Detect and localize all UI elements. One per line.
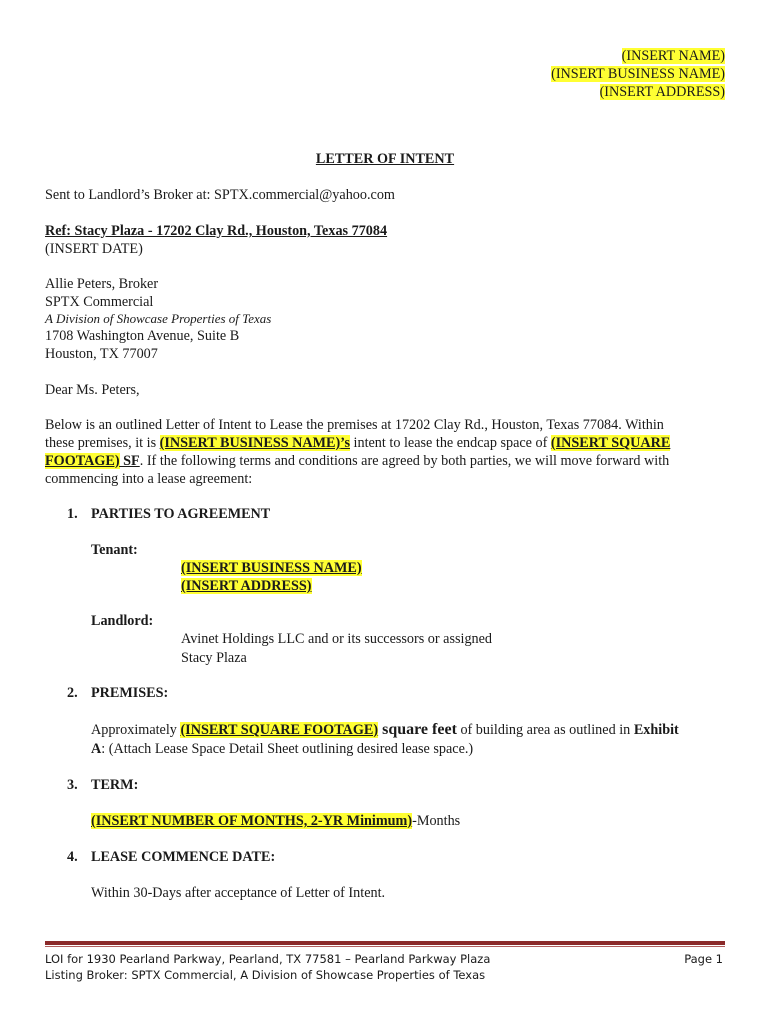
- footer-rule-thin: [45, 946, 725, 947]
- premises-line-2: A: (Attach Lease Space Detail Sheet outlining desired lease space.): [91, 741, 474, 757]
- section-1-heading: PARTIES TO AGREEMENT: [91, 506, 271, 522]
- section-3-number: 3.: [67, 777, 78, 793]
- sender-business-name: (INSERT BUSINESS NAME): [551, 66, 725, 82]
- landlord-name: Avinet Holdings LLC and or its successors or assigned: [181, 631, 493, 647]
- section-2-number: 2.: [67, 685, 78, 701]
- commence-line: Within 30-Days after acceptance of Letter of Intent.: [91, 885, 386, 901]
- footer-rule: [45, 941, 725, 945]
- section-4-number: 4.: [67, 849, 78, 865]
- term-line: (INSERT NUMBER OF MONTHS, 2-YR Minimum)-Months: [91, 813, 461, 829]
- section-1-number: 1.: [67, 506, 78, 522]
- tenant-label: Tenant:: [91, 542, 138, 558]
- sender-name: (INSERT NAME): [621, 48, 725, 64]
- sender-address: (INSERT ADDRESS): [599, 84, 725, 100]
- footer-page-number: Page 1: [684, 952, 723, 966]
- recipient-division: A Division of Showcase Properties of Texas: [45, 311, 272, 326]
- letter-date: (INSERT DATE): [45, 241, 143, 257]
- premises-line-1: Approximately (INSERT SQUARE FOOTAGE) square feet of building area as outlined in Exhibit: [91, 721, 679, 738]
- tenant-address: (INSERT ADDRESS): [181, 578, 312, 594]
- section-3-heading: TERM:: [91, 777, 139, 793]
- intro-line-1: Below is an outlined Letter of Intent to Lease the premises at 17202 Clay Rd., Houston, Texas 77084. Within: [45, 417, 664, 433]
- salutation: Dear Ms. Peters,: [45, 382, 140, 398]
- footer-line-2: Listing Broker: SPTX Commercial, A Division of Showcase Properties of Texas: [45, 968, 486, 982]
- tenant-name: (INSERT BUSINESS NAME): [181, 560, 362, 576]
- recipient-name: Allie Peters, Broker: [45, 276, 159, 292]
- recipient-city: Houston, TX 77007: [45, 346, 158, 362]
- section-2-heading: PREMISES:: [91, 685, 169, 701]
- landlord-label: Landlord:: [91, 613, 154, 629]
- intro-line-3: FOOTAGE) SF. If the following terms and conditions are agreed by both parties, we will move forward with: [45, 453, 670, 469]
- intro-line-2: these premises, it is (INSERT BUSINESS NAME)’s intent to lease the endcap space of (INSERT SQUARE: [45, 435, 671, 451]
- recipient-street: 1708 Washington Avenue, Suite B: [45, 328, 240, 344]
- document-title: LETTER OF INTENT: [315, 151, 455, 167]
- recipient-company: SPTX Commercial: [45, 294, 154, 310]
- reference-line: Ref: Stacy Plaza - 17202 Clay Rd., Houston, Texas 77084: [45, 223, 388, 239]
- footer-line-1: LOI for 1930 Pearland Parkway, Pearland, TX 77581 – Pearland Parkway Plaza: [45, 952, 491, 966]
- section-4-heading: LEASE COMMENCE DATE:: [91, 849, 276, 865]
- intro-line-4: commencing into a lease agreement:: [45, 471, 253, 487]
- landlord-property: Stacy Plaza: [181, 650, 247, 666]
- sent-to-line: Sent to Landlord’s Broker at: SPTX.commercial@yahoo.com: [45, 187, 395, 203]
